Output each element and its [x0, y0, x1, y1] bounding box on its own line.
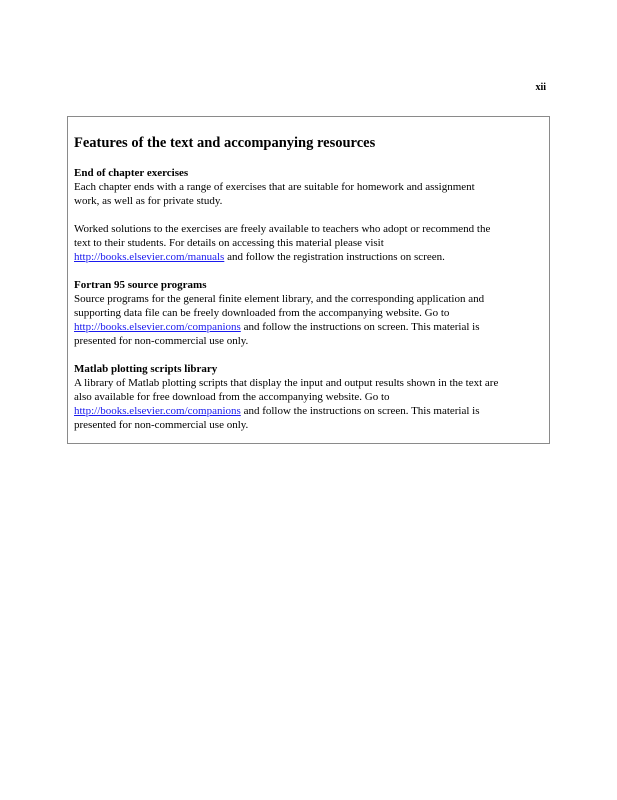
link-trailing-text: and follow the instructions on screen. This material is [240, 321, 480, 333]
text-line: also available for free download from the accompanying website. Go to [74, 391, 390, 403]
paragraph [74, 292, 543, 348]
features-box [67, 116, 550, 444]
section-heading: End of chapter exercises [74, 167, 189, 179]
section-heading: Fortran 95 source programs [74, 279, 207, 291]
section-fortran-95-source-programs [74, 278, 543, 348]
text-line: supporting data file can be freely downloaded from the accompanying website. Go to [74, 307, 450, 319]
text-line: Source programs for the general finite element library, and the corresponding application and [74, 293, 485, 305]
text-line-with-link [74, 320, 543, 334]
text-line: presented for non-commercial use only. [74, 335, 249, 347]
text-line-with-link [74, 250, 543, 264]
text-line: Worked solutions to the exercises are freely available to teachers who adopt or recommend the [74, 223, 491, 235]
text-line: text to their students. For details on accessing this material please visit [74, 237, 384, 249]
paragraph [74, 222, 543, 264]
manuals-link[interactable]: http://books.elsevier.com/manuals [74, 251, 225, 263]
text-line: presented for non-commercial use only. [74, 419, 249, 431]
companions-link[interactable]: http://books.elsevier.com/companions [74, 321, 241, 333]
text-line: A library of Matlab plotting scripts that display the input and output results shown in the text are [74, 377, 499, 389]
page-number: xii [535, 82, 546, 93]
section-end-of-chapter-exercises [74, 166, 543, 264]
paragraph [74, 180, 543, 208]
text-line: work, as well as for private study. [74, 195, 223, 207]
link-trailing-text: and follow the registration instructions on screen. [224, 251, 445, 263]
text-line: Each chapter ends with a range of exercises that are suitable for homework and assignment [74, 181, 475, 193]
box-title: Features of the text and accompanying resources [74, 135, 376, 151]
paragraph [74, 376, 543, 432]
section-heading: Matlab plotting scripts library [74, 363, 218, 375]
text-line-with-link [74, 404, 543, 418]
spacer [74, 264, 543, 278]
spacer [74, 348, 543, 362]
section-matlab-plotting-scripts-library [74, 362, 543, 432]
spacer [74, 208, 543, 222]
companions-link[interactable]: http://books.elsevier.com/companions [74, 405, 241, 417]
link-trailing-text: and follow the instructions on screen. This material is [240, 405, 480, 417]
